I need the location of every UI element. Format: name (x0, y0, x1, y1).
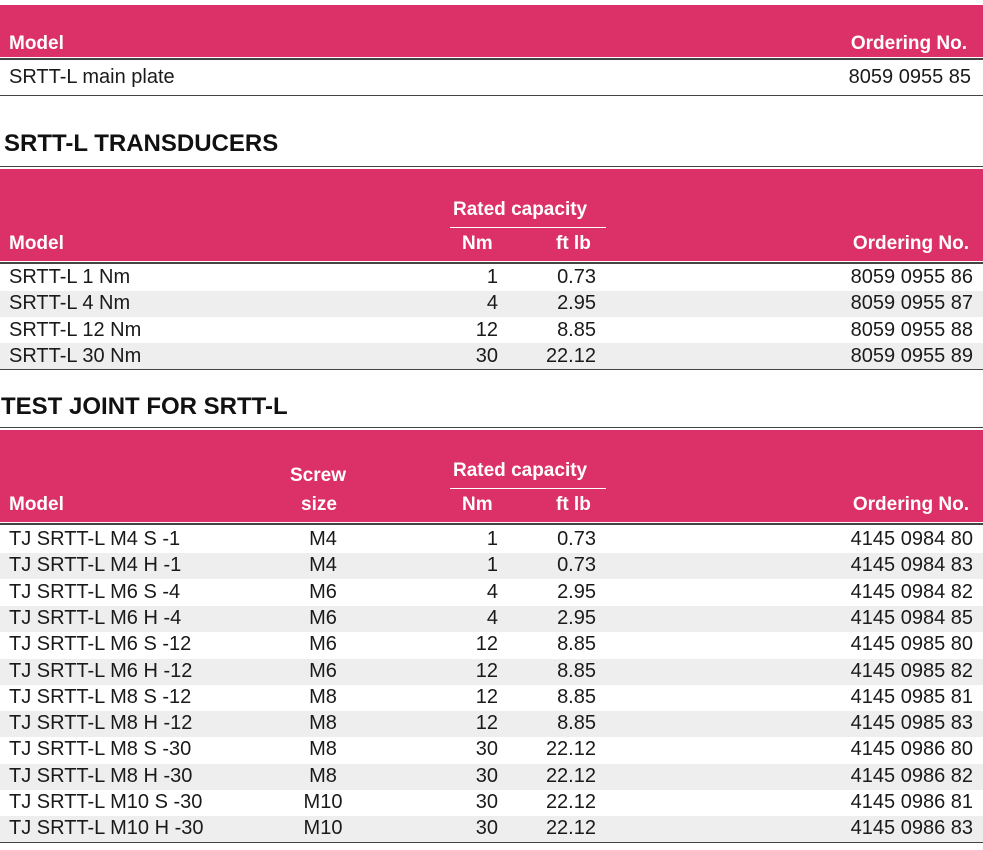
table3-row-ftlb: 2.95 (557, 581, 596, 603)
table3-row-screw: M10 (303, 817, 343, 839)
table3-header-rated: Rated capacity (453, 460, 588, 481)
table1-row-ordering: 8059 0955 85 (848, 66, 971, 88)
table3-row-ftlb: 8.85 (557, 686, 596, 708)
table3-row-model: TJ SRTT-L M4 H -1 (9, 554, 182, 576)
table2-header-ftlb: ft lb (556, 233, 591, 254)
table3-row-screw: M6 (309, 660, 337, 682)
table3-row-model: TJ SRTT-L M6 H -12 (9, 660, 193, 682)
table2-row-model: SRTT-L 12 Nm (9, 319, 142, 341)
table3-row-nm: 12 (475, 633, 498, 655)
table2-row-nm: 4 (486, 292, 498, 314)
table2-header-rated: Rated capacity (453, 199, 588, 220)
table3-row-ftlb: 0.73 (557, 528, 596, 550)
table2-row-ftlb: 2.95 (557, 292, 596, 314)
table2-row-ordering: 8059 0955 89 (850, 345, 973, 367)
table3-bottom-rule (0, 842, 983, 843)
table3-row-ordering: 4145 0985 83 (850, 712, 973, 734)
table3-row-ftlb: 2.95 (557, 607, 596, 629)
table3-header-screw2: size (301, 494, 337, 515)
table3-row-nm: 30 (475, 738, 498, 760)
table3-row-ftlb: 8.85 (557, 660, 596, 682)
table3-row-screw: M4 (309, 554, 337, 576)
table1-bottom-rule (0, 95, 983, 96)
table3-row-screw: M8 (309, 712, 337, 734)
table2-row-ftlb: 22.12 (545, 345, 596, 367)
table3-row-ordering: 4145 0984 82 (850, 581, 973, 603)
section-title-test-joint: TEST JOINT FOR SRTT-L (1, 393, 288, 420)
table2-header-ordering: Ordering No. (852, 233, 969, 254)
table2-top-rule (0, 166, 983, 167)
table3-header-ftlb: ft lb (556, 494, 591, 515)
table3-row-screw: M8 (309, 686, 337, 708)
table3-row-model: TJ SRTT-L M8 H -12 (9, 712, 193, 734)
table3-row-ftlb: 8.85 (557, 712, 596, 734)
table3-row-ordering: 4145 0984 80 (850, 528, 973, 550)
table1-header (0, 5, 983, 57)
table2-row-nm: 30 (475, 345, 498, 367)
table3-row-screw: M10 (303, 791, 343, 813)
table3-row-ordering: 4145 0985 81 (850, 686, 973, 708)
table2-row-ftlb: 8.85 (557, 319, 596, 341)
table3-row-ordering: 4145 0985 82 (850, 660, 973, 682)
table3-header-nm: Nm (462, 494, 493, 515)
table3-top-rule (0, 427, 983, 428)
table3-row-model: TJ SRTT-L M6 H -4 (9, 607, 182, 629)
table3-row-ordering: 4145 0986 81 (850, 791, 973, 813)
table3-row-ftlb: 0.73 (557, 554, 596, 576)
table3-row-screw: M8 (309, 738, 337, 760)
table3-row-screw: M6 (309, 633, 337, 655)
table3-row-screw: M6 (309, 581, 337, 603)
table3-row-nm: 4 (486, 581, 498, 603)
table3-row-ftlb: 22.12 (545, 738, 596, 760)
table3-row-ordering: 4145 0986 83 (850, 817, 973, 839)
table3-row-nm: 4 (486, 607, 498, 629)
table3-header-model: Model (9, 494, 64, 515)
table2-row-ordering: 8059 0955 87 (850, 292, 973, 314)
table3-row-screw: M4 (309, 528, 337, 550)
table3-row-ordering: 4145 0984 85 (850, 607, 973, 629)
table3-row-model: TJ SRTT-L M4 S -1 (9, 528, 181, 550)
table3-row-model: TJ SRTT-L M6 S -12 (9, 633, 192, 655)
table2-header (0, 169, 983, 261)
table3-row-nm: 30 (475, 765, 498, 787)
table3-row-nm: 12 (475, 660, 498, 682)
table3-header-ordering: Ordering No. (852, 494, 969, 515)
table3-row-ftlb: 22.12 (545, 817, 596, 839)
table2-row-ordering: 8059 0955 86 (850, 266, 973, 288)
table2-bottom-rule (0, 369, 983, 370)
table3-row-nm: 12 (475, 712, 498, 734)
table3-row-model: TJ SRTT-L M6 S -4 (9, 581, 181, 603)
table3-row-ordering: 4145 0985 80 (850, 633, 973, 655)
table3-row-model: TJ SRTT-L M10 H -30 (9, 817, 204, 839)
table1-header-ordering: Ordering No. (850, 33, 967, 54)
table2-row-ftlb: 0.73 (557, 266, 596, 288)
table3-row-model: TJ SRTT-L M10 S -30 (9, 791, 203, 813)
table2-row-ordering: 8059 0955 88 (850, 319, 973, 341)
table3-row-nm: 1 (486, 528, 498, 550)
table3-row-ftlb: 22.12 (545, 791, 596, 813)
table3-row-ftlb: 22.12 (545, 765, 596, 787)
table3-row-ftlb: 8.85 (557, 633, 596, 655)
table3-row-ordering: 4145 0986 82 (850, 765, 973, 787)
table3-row-nm: 30 (475, 817, 498, 839)
table3-row-screw: M8 (309, 765, 337, 787)
table2-row-nm: 12 (475, 319, 498, 341)
table1-header-model: Model (9, 33, 64, 54)
table3-row-ordering: 4145 0984 83 (850, 554, 973, 576)
table3-row-model: TJ SRTT-L M8 H -30 (9, 765, 193, 787)
table3-header (0, 430, 983, 522)
table2-row-model: SRTT-L 1 Nm (9, 266, 131, 288)
table3-header-screw1: Screw (290, 465, 346, 486)
table1-header-rule (0, 58, 983, 60)
table3-row-screw: M6 (309, 607, 337, 629)
table3-row-nm: 12 (475, 686, 498, 708)
table2-row-nm: 1 (486, 266, 498, 288)
table2-rated-underline (450, 227, 606, 228)
table3-row-nm: 30 (475, 791, 498, 813)
table2-row-model: SRTT-L 30 Nm (9, 345, 142, 367)
table2-header-nm: Nm (462, 233, 493, 254)
table2-row-model: SRTT-L 4 Nm (9, 292, 131, 314)
table1-row-model: SRTT-L main plate (9, 66, 175, 88)
table3-row-model: TJ SRTT-L M8 S -30 (9, 738, 192, 760)
table3-header-rule (0, 523, 983, 525)
table3-row-model: TJ SRTT-L M8 S -12 (9, 686, 192, 708)
section-title-transducers: SRTT-L TRANSDUCERS (4, 130, 279, 157)
table3-row-ordering: 4145 0986 80 (850, 738, 973, 760)
table3-rated-underline (450, 488, 606, 489)
table3-row-nm: 1 (486, 554, 498, 576)
table2-header-model: Model (9, 233, 64, 254)
